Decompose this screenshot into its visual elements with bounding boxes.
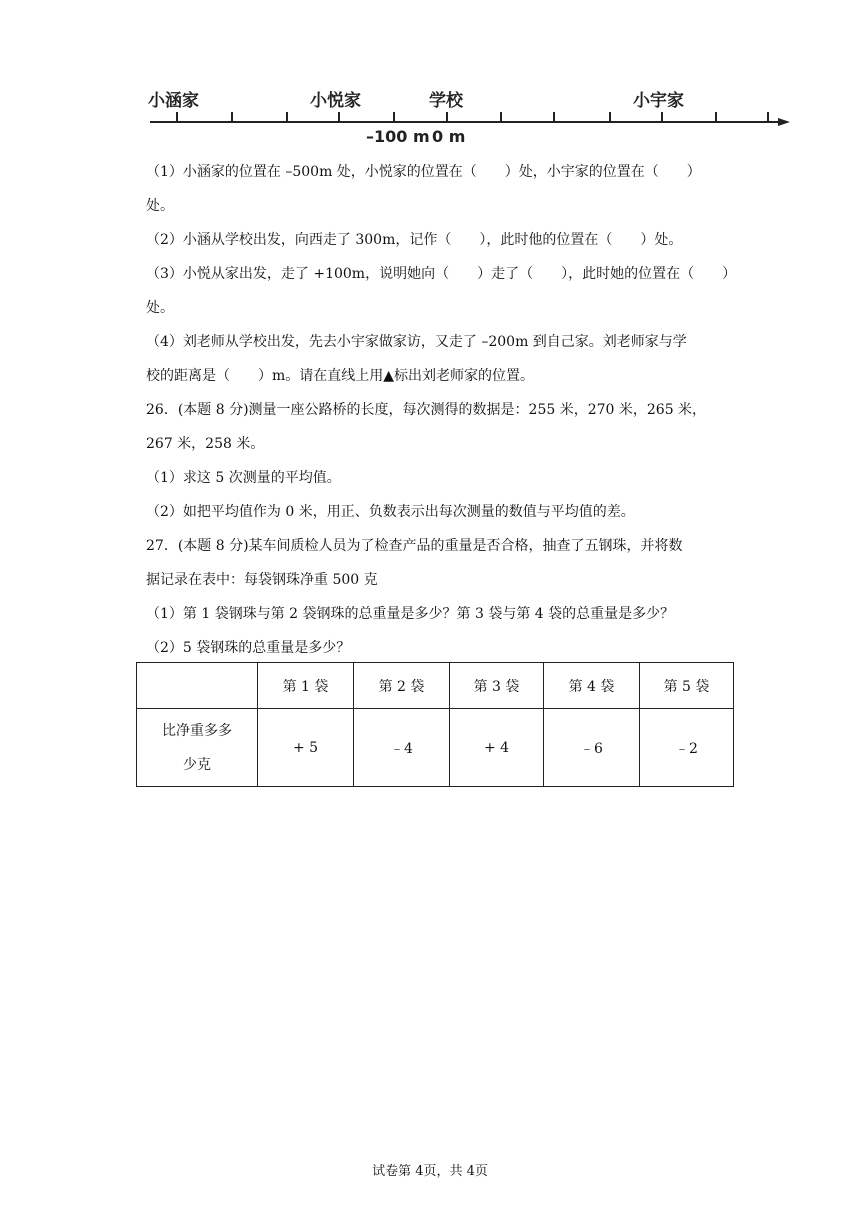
problem-26-line-2: 267 米，258 米。	[146, 436, 265, 452]
question-1-line-2: 处。	[146, 198, 174, 214]
axis-ticks	[177, 112, 768, 122]
problem-27-line-1: 27．(本题 8 分)某车间质检人员为了检查产品的重量是否合格，抽查了五钢珠，并将数	[146, 538, 683, 554]
problem-27-line-2: 据记录在表中：每袋钢珠净重 500 克	[146, 572, 378, 588]
problem-26-q1: （1）求这 5 次测量的平均值。	[146, 470, 341, 486]
mark-zero: 0 m	[432, 127, 466, 146]
question-2: （2）小涵从学校出发，向西走了 300m，记作（ ），此时他的位置在（ ）处。	[146, 232, 683, 248]
label-xiaohan-home: 小涵家	[148, 91, 199, 111]
table-header-cell: 第 1 袋	[258, 663, 354, 709]
table-header-cell	[137, 663, 258, 709]
problem-26-q2: （2）如把平均值作为 0 米，用正、负数表示出每次测量的数值与平均值的差。	[146, 504, 635, 520]
table-cell: + 4	[450, 709, 544, 787]
problem-27-q1: （1）第 1 袋钢珠与第 2 袋钢珠的总重量是多少？第 3 袋与第 4 袋的总重量是多少？	[146, 606, 675, 622]
problem-27-q2: （2）5 袋钢珠的总重量是多少？	[146, 640, 351, 656]
row-label-text: 比净重多多少克	[162, 722, 232, 773]
table-cell: + 5	[258, 709, 354, 787]
table-header-cell: 第 2 袋	[354, 663, 450, 709]
label-xiaoyue-home: 小悦家	[310, 91, 361, 111]
table-header-row	[137, 663, 734, 709]
label-xiaoyu-home: 小宇家	[633, 91, 684, 111]
question-3-line-2: 处。	[146, 300, 174, 316]
table-header-cell: 第 4 袋	[544, 663, 640, 709]
table-cell: ﹣4	[354, 709, 450, 787]
table-header-cell: 第 5 袋	[640, 663, 734, 709]
question-1-line-1: （1）小涵家的位置在 –500m 处，小悦家的位置在（ ）处，小宇家的位置在（ ）	[146, 164, 701, 180]
table-header-cell: 第 3 袋	[450, 663, 544, 709]
table-cell: ﹣6	[544, 709, 640, 787]
question-4-line-1: （4）刘老师从学校出发，先去小宇家做家访，又走了 –200m 到自己家。刘老师家与学	[146, 334, 687, 350]
problem-26-line-1: 26．(本题 8 分)测量一座公路桥的长度，每次测得的数据是：255 米，270 米，265 米，	[146, 402, 707, 418]
table-cell: ﹣2	[640, 709, 734, 787]
number-line-axis	[140, 80, 800, 150]
number-line	[140, 80, 800, 150]
page-footer: 试卷第 4页，共 4页	[372, 1164, 488, 1179]
label-school: 学校	[429, 91, 463, 111]
table-row-label	[137, 709, 258, 787]
mark-neg100: –100 m	[366, 127, 430, 146]
question-4-line-2: 校的距离是（ ）m。请在直线上用▲标出刘老师家的位置。	[146, 368, 535, 384]
axis-arrow	[778, 118, 790, 126]
table-row	[137, 709, 734, 787]
weight-table	[136, 662, 734, 787]
question-3-line-1: （3）小悦从家出发，走了 +100m，说明她向（ ）走了（ ），此时她的位置在（ ）	[146, 266, 737, 282]
